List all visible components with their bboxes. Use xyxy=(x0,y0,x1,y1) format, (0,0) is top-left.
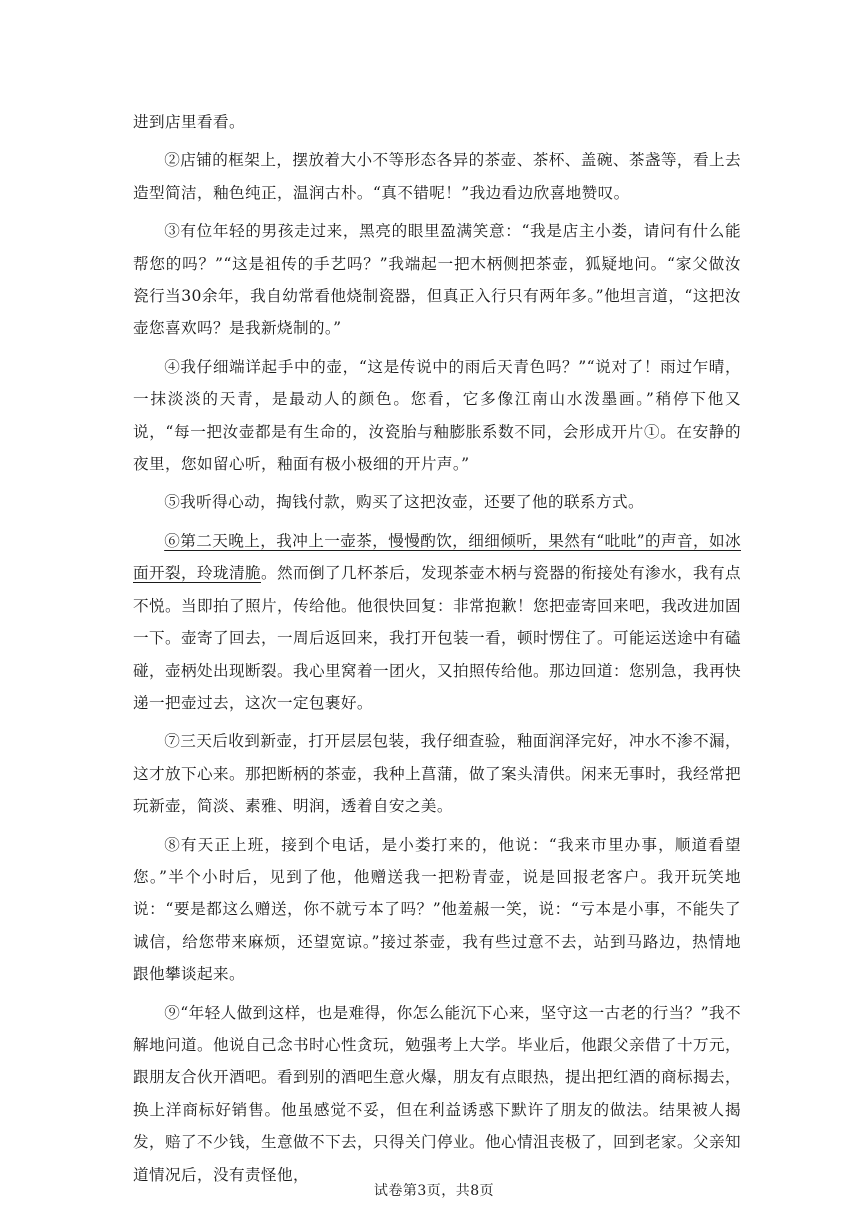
paragraph-text: ③有位年轻的男孩走过来，黑亮的眼里盈满笑意：“我是店主小娄，请问有什么能帮您的吗？”“这是祖传的手艺吗？”我端起一把木柄侧把茶壶，狐疑地问。“家父做汝瓷行当30余年，我自幼常看他烧制瓷器，但真正入行只有两年多。”他坦言道，“这把汝壶您喜欢吗？是我新烧制的。” xyxy=(133,222,741,338)
paragraph-p3 xyxy=(133,215,741,345)
page-footer: 试卷第3页，共8页 xyxy=(373,1183,495,1199)
paragraph-text: ⑨“年轻人做到这样，也是难得，你怎么能沉下心来，坚守这一古老的行当？”我不解地问道。他说自己念书时心性贪玩，勉强考上大学。毕业后，他跟父亲借了十万元，跟朋友合伙开酒吧。看到别的酒吧生意火爆，朋友有点眼热，提出把红酒的商标揭去，换上洋商标好销售。他虽感觉不妥，但在利益诱惑下默许了朋友的做法。结果被人揭发，赔了不少钱，生意做不下去，只得关门停业。他心情沮丧极了，回到老家。父亲知道情况后，没有责怪他， xyxy=(133,1003,741,1184)
underlined-sentence: ⑥第二天晚上，我冲上一壶茶，慢慢酌饮，细细倾听，果然有“吡吡”的声音，如冰面开裂，玲珑清脆 xyxy=(133,531,741,583)
paragraph-p8 xyxy=(133,829,741,991)
paragraph-text: 进到店里看看。 xyxy=(133,113,245,131)
paragraph-p6 xyxy=(133,525,741,719)
paragraph-text: ⑦三天后收到新壶，打开层层包装，我仔细查验，釉面润泽完好，冲水不渗不漏，这才放下心来。那把断柄的茶壶，我种上菖蒲，做了案头清供。闲来无事时，我经常把玩新壶，简淡、素雅、明润，透着自安之美。 xyxy=(133,732,741,816)
paragraph-text: ④我仔细端详起手中的壶，“这是传说中的雨后天青色吗？”“说对了！雨过乍晴，一抹淡淡的天青，是最动人的颜色。您看，它多像江南山水泼墨画。”稍停下他又说，“每一把汝壶都是有生命的，汝瓷胎与釉膨胀系数不同，会形成开片①。在安静的夜里，您如留心听，釉面有极小极细的开片声。” xyxy=(133,357,741,474)
reading-passage xyxy=(133,106,741,1191)
paragraph-p4 xyxy=(133,351,741,481)
paragraph-text: ⑧有天正上班，接到个电话，是小娄打来的，他说：“我来市里办事，顺道看望您。”半个小时后，见到了他，他赠送我一把粉青壶，说是回报老客户。我开玩笑地说：“要是都这么赠送，你不就亏本了吗？”他羞赧一笑，说：“亏本是小事，不能失了诚信，给您带来麻烦，还望宽谅。”接过茶壶，我有些过意不去，站到马路边，热情地跟他攀谈起来。 xyxy=(133,835,741,984)
paragraph-text: ⑤我听得心动，掏钱付款，购买了这把汝壶，还要了他的联系方式。 xyxy=(164,493,645,512)
paragraph-p9 xyxy=(133,997,741,1191)
paragraph-text: ②店铺的框架上，摆放着大小不等形态各异的茶壶、茶杯、盖碗、茶盏等，看上去造型简洁，釉色纯正，温润古朴。“真不错呢！”我边看边欣喜地赞叹。 xyxy=(133,151,741,202)
paragraph-text: 。然而倒了几杯茶后，发现茶壶木柄与瓷器的衔接处有渗水，我有点不悦。当即拍了照片，传给他。他很快回复：非常抱歉！您把壶寄回来吧，我改进加固一下。壶寄了回去，一周后返回来，我打开包装一看，顿时愣住了。可能运送途中有磕碰，壶柄处出现断裂。我心里窝着一团火，又拍照传给他。那边回道：您别急，我再快递一把壶过去，这次一定包裹好。 xyxy=(133,564,741,712)
paragraph-p0 xyxy=(133,106,741,138)
paragraph-p7 xyxy=(133,725,741,822)
paragraph-p2 xyxy=(133,144,741,209)
paragraph-p5 xyxy=(133,486,741,518)
